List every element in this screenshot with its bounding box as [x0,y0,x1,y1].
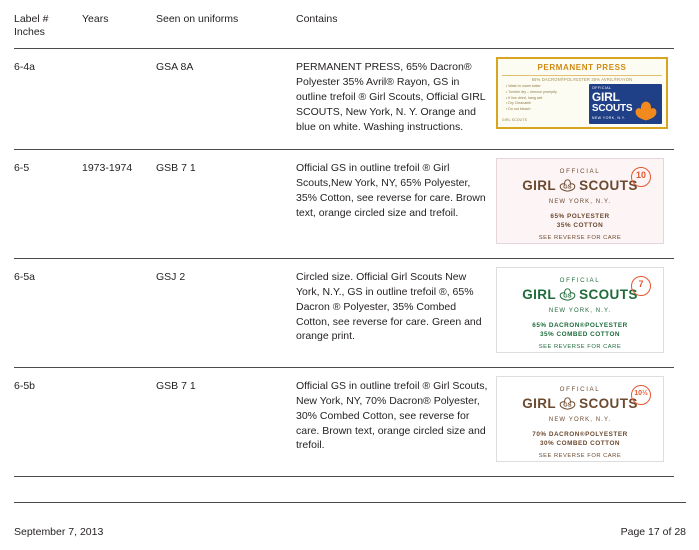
permanent-press-title: PERMANENT PRESS [502,62,662,75]
cell-contains: Official GS in outline trefoil ® Girl Scouts, New York, NY, 70% Dacron® Polyester, 30% Combed Cotton, see reverse for care. Brown text, orange circled size and trefoil. [296,367,496,476]
label-fiber-line2: 35% COMBED COTTON [539,330,621,338]
label-fiber-content [505,212,655,231]
brand-footer-text: GIRL SCOUTS [502,118,528,123]
care-instruction-item: • Wash in warm water [506,84,585,90]
footer-date: September 7, 2013 [14,526,104,538]
svg-text:GS: GS [563,402,572,409]
permanent-press-subtitle: 65% DACRON®POLYESTER 35% AVRIL®RAYON [531,76,633,82]
cell-image [496,258,674,367]
label-brand-word-scouts: SCOUTS [579,395,638,411]
svg-text:GS: GS [563,184,572,191]
label-official-text: OFFICIAL [559,385,601,393]
cell-seen: GSJ 2 [156,258,296,367]
cell-years [82,258,156,367]
footer-page-number: Page 17 of 28 [620,526,686,538]
care-instruction-item: • Dry Cleanable [506,101,585,107]
label-care-reference: SEE REVERSE FOR CARE [538,235,622,242]
trefoil-icon [559,397,576,410]
label-image-woven [496,376,664,462]
label-brand-word-girl: GIRL [522,395,557,411]
label-official-text: OFFICIAL [559,276,601,284]
cell-seen: GSA 8A [156,49,296,150]
cell-contains: Official GS in outline trefoil ® Girl Scouts,New York, NY, 65% Polyester, 35% Cotton, see reverse for care. Brown text, orange circled size and trefoil. [296,149,496,258]
cell-label: 6-4a [14,49,82,150]
table-row [14,149,674,258]
cell-contains: Circled size. Official Girl Scouts New York, N.Y., GS in outline trefoil ®, 65% Dacron ® Polyester, 35% Combed Cotton, see reverse for care. Green and orange print. [296,258,496,367]
label-fiber-line2: 35% COTTON [556,221,604,229]
label-brand-word-scouts: SCOUTS [579,286,638,302]
brand-name-line1: GIRL [591,89,620,104]
table-header-row [14,10,674,49]
column-header-label-line2: Inches [14,26,45,39]
cell-contains: PERMANENT PRESS, 65% Dacron® Polyester 35% Avril® Rayon, GS in outline trefoil ® Girl Scouts, Official GIRL SCOUTS, New York, N. Y. Orange and blue on white. Washing instructions. [296,49,496,150]
svg-text:GS: GS [563,293,572,300]
label-image-woven [496,158,664,244]
column-header-image [496,10,674,49]
label-fiber-content [505,430,655,449]
brand-city: NEW YORK, N.Y. [591,115,626,120]
label-brand-word-scouts: SCOUTS [579,177,638,193]
cell-seen: GSB 7 1 [156,149,296,258]
trefoil-icon [635,100,657,122]
care-instruction-item: • Tumble dry – remove promptly [506,90,585,96]
cell-label: 6-5b [14,367,82,476]
column-header-label [14,10,82,49]
table-row [14,49,674,150]
size-badge: 10 [631,167,651,187]
column-header-label-line1: Label # [14,13,49,25]
label-city: NEW YORK, N.Y. [548,417,612,424]
footer-divider [14,502,686,503]
cell-image [496,149,674,258]
label-fiber-line1: 70% DACRON®POLYESTER [532,430,628,438]
care-instruction-item: • If line dried, hang wet [506,96,585,102]
label-care-reference: SEE REVERSE FOR CARE [538,344,622,351]
table-body [14,49,674,477]
brand-panel [589,84,662,124]
cell-years [82,49,156,150]
column-header-seen: Seen on uniforms [156,13,239,25]
document-page [0,10,699,550]
column-header-contains: Contains [296,13,338,25]
size-badge: 7 [631,276,651,296]
trefoil-icon [559,288,576,301]
cell-image [496,49,674,150]
table-row [14,367,674,476]
label-official-text: OFFICIAL [559,167,601,175]
cell-label: 6-5a [14,258,82,367]
label-fiber-content [505,321,655,340]
label-city: NEW YORK, N.Y. [548,308,612,315]
label-catalog-table [14,10,674,477]
label-image-permanent-press [496,57,668,129]
trefoil-icon [559,179,576,192]
size-badge: 10½ [631,385,651,405]
care-instruction-item: • Do not bleach [506,107,585,113]
table-row [14,258,674,367]
cell-image [496,367,674,476]
label-care-reference: SEE REVERSE FOR CARE [538,453,622,460]
label-city: NEW YORK, N.Y. [548,199,612,206]
column-header-years: Years [82,13,109,25]
label-image-woven [496,267,664,353]
label-fiber-line1: 65% POLYESTER [550,212,610,220]
label-fiber-line1: 65% DACRON®POLYESTER [532,321,628,329]
label-fiber-line2: 30% COMBED COTTON [539,439,621,447]
label-brand-word-girl: GIRL [522,286,557,302]
page-footer [14,526,686,538]
brand-official-text: OFFICIAL [591,86,612,91]
cell-label: 6-5 [14,149,82,258]
cell-years [82,367,156,476]
label-brand-word-girl: GIRL [522,177,557,193]
table-header [14,10,674,49]
brand-name-line2: SCOUTS [591,102,633,114]
cell-seen: GSB 7 1 [156,367,296,476]
cell-years: 1973-1974 [82,149,156,258]
